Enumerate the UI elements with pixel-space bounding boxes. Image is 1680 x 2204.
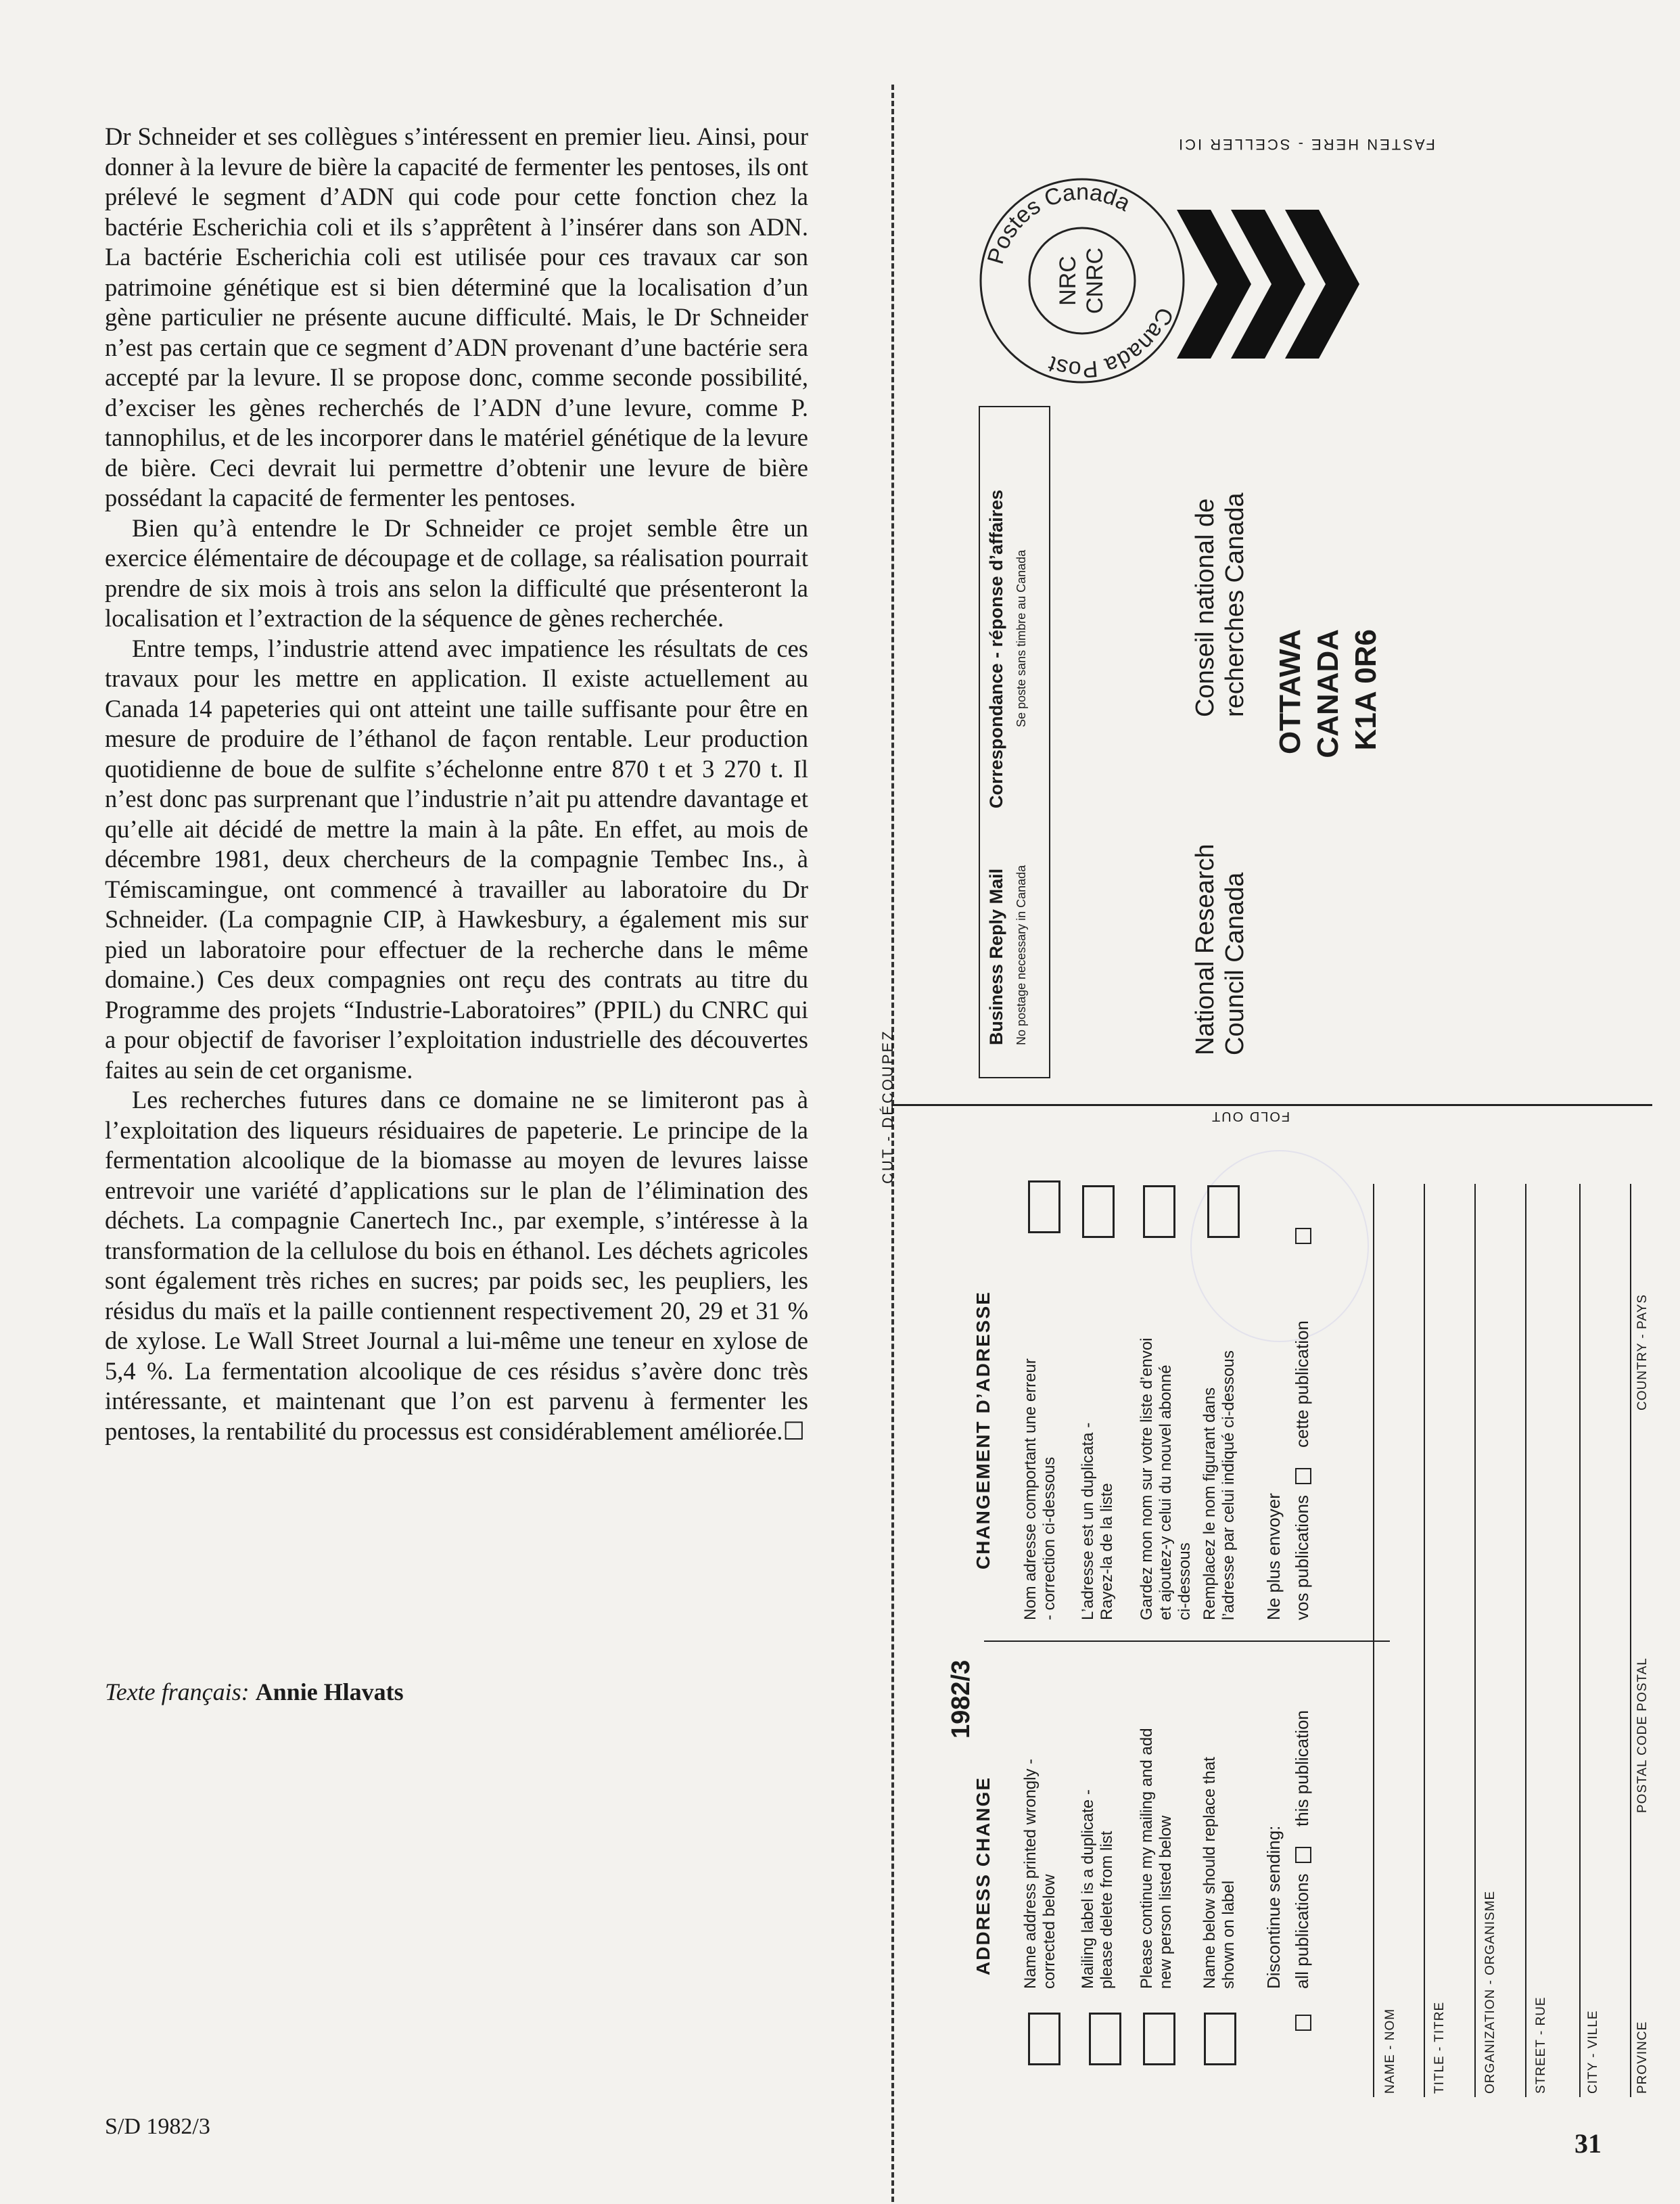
faint-watermark	[1190, 1150, 1369, 1342]
article-body	[105, 122, 808, 1446]
checkbox-printed-wrongly[interactable]	[1028, 2013, 1060, 2065]
brm-english-sub: No postage necessary in Canada	[1014, 865, 1028, 1045]
checkbox-remplacez[interactable]	[1207, 1185, 1240, 1238]
option-text: l’adresse par celui indiqué ci-dessous	[1219, 1350, 1238, 1620]
section-divider	[984, 1640, 1390, 1642]
checkbox-vos-publications[interactable]	[1295, 1468, 1311, 1484]
field-label-country: COUNTRY - PAYS	[1635, 1293, 1650, 1410]
option-text: Rayez-la de la liste	[1098, 1483, 1116, 1620]
field-label-name: NAME - NOM	[1383, 2008, 1397, 2094]
brm-english: Business Reply Mail	[986, 868, 1006, 1045]
cut-label: CUT - DÉCOUPEZ	[879, 1029, 896, 1184]
option-text: Nom adresse comportant une erreur	[1021, 1358, 1040, 1620]
option-replace	[1200, 1757, 1238, 1989]
field-label-postal-code: POSTAL CODE POSTAL	[1635, 1657, 1650, 1813]
paragraph: Dr Schneider et ses collègues s’intéressent en premier lieu. Ainsi, pour donner à la levure de bière la capacité de fermenter les pentoses, ils ont prélevé le segment d’ADN qui code pour cette fonction chez la bactérie Escherichia coli et ils s’apprêtent à l’insérer dans son ADN. La bactérie Escherichia coli est utilisée pour ces travaux car son patrimoine génétique est si bien déterminé que la localisation d’un gène particulier ne présente aucune difficulté. Mais, le Dr Schneider n’est pas certain que ce segment d’ADN provenant d’une bactérie sera accepté par la levure. Il se propose donc, comme seconde possibilité, d’exciser les gènes recherchés de l’ADN d’une levure, comme P. tannophilus, et de les incorporer dans le matériel génétique de la levure de bière. Ceci devrait lui permettre d’obtenir une levure de bière possédant la capacité de fermenter les pentoses.	[105, 122, 808, 511]
option-erreur	[1021, 1358, 1059, 1620]
field-line-organization[interactable]	[1474, 1184, 1476, 2097]
checkbox-gardez[interactable]	[1143, 1185, 1175, 1238]
option-text: please delete from list	[1098, 1831, 1116, 1989]
brm-french-sub: Se poste sans timbre au Canada	[1014, 549, 1028, 727]
credit-name: Annie Hlavats	[255, 1678, 404, 1705]
postmark-nrc: NRC	[1055, 256, 1081, 306]
cette-publication-label: cette publication	[1292, 1321, 1312, 1448]
org-english-line2: Council Canada	[1221, 872, 1249, 1055]
this-publication-label: this publication	[1292, 1710, 1312, 1827]
postmark-icon	[974, 173, 1190, 389]
option-text: ci-dessous	[1175, 1542, 1194, 1620]
org-french-line1: Conseil national de	[1191, 498, 1219, 717]
field-line-name[interactable]	[1373, 1184, 1374, 2097]
heading-address-change: ADDRESS CHANGE	[973, 1776, 994, 1975]
postmark-top-text: Postes Canada	[982, 179, 1135, 267]
field-label-city: CITY - VILLE	[1586, 2010, 1600, 2094]
org-english-line1: National Research	[1191, 844, 1219, 1055]
credit-prefix: Texte français:	[105, 1678, 250, 1705]
option-text: Mailing label is a duplicate -	[1079, 1789, 1097, 1989]
option-text: corrected below	[1040, 1874, 1058, 1989]
svg-text:Postes Canada	[983, 179, 1135, 267]
heading-changement-adresse: CHANGEMENT D’ADRESSE	[973, 1291, 994, 1569]
postmark-cnrc: CNRC	[1082, 247, 1108, 315]
option-duplicate	[1079, 1789, 1117, 1989]
page-number: 31	[1574, 2128, 1602, 2159]
field-label-title: TITLE - TITRE	[1432, 2001, 1447, 2094]
checkbox-erreur[interactable]	[1028, 1180, 1060, 1233]
org-french-line2: recherches Canada	[1221, 492, 1249, 717]
field-line-street[interactable]	[1525, 1184, 1526, 2097]
field-label-street: STREET - RUE	[1534, 1996, 1548, 2094]
chevron-arrows-icon	[1163, 196, 1366, 372]
option-duplicata	[1079, 1423, 1117, 1620]
option-text: - correction ci-dessous	[1040, 1456, 1058, 1620]
checkbox-cette-publication[interactable]	[1295, 1228, 1311, 1244]
address-country: CANADA	[1311, 629, 1345, 758]
translation-credit	[105, 1678, 404, 1706]
field-label-province: PROVINCE	[1635, 2021, 1650, 2094]
paragraph: Entre temps, l’industrie attend avec impatience les résultats de ces travaux pour les mettre en application. Il existe actuellement au Canada 14 papeteries qui ont atteint une taille suffisante pour être en mesure de produire de l’éthanol de façon rentable. Leur production quotidienne de boue de sulfite s’échelonne entre 870 t et 3 270 t. Il n’est donc pas surprenant que l’industrie n’ait pu attendre davantage et qu’elle ait décidé de mettre la main à la pâte. En effet, au mois de décembre 1981, deux chercheurs de la compagnie Tembec Ins., à Témiscamingue, ont commencé à travailler au laboratoire du Dr Schneider. (La compagnie CIP, à Hawkesbury, a également mis sur pied un laboratoire pour effectuer de la recherche dans le même domaine.) Ces deux compagnies ont reçu des contrats au titre du Programme des projets “Industrie-Laboratoires” (PPIL) du CNRC qui a pour objectif de favoriser l’exploitation industrielle des découvertes faites au sein de cet organisme.	[105, 634, 808, 1084]
option-text: Please continue my mailing and add	[1138, 1728, 1156, 1989]
svg-text:Canada Post	[1045, 304, 1179, 382]
paragraph: Les recherches futures dans ce domaine ne se limiteront pas à l’exploitation des liqueurs résiduaires de papeterie. Le principe de la fermentation alcoolique de la biomasse au moyen de levures laisse entrevoir une variété d’applications sur le plan de l’élimination des déchets. La compagnie Canertech Inc., par exemple, s’intéresse à la transformation de la cellulose du bois en éthanol. Les déchets agricoles sont également très riches en sucres; par poids sec, les peupliers, les résidus du maïs et la paille contiennent respectivement 20, 29 et 31 % de xylose. Le Wall Street Journal a lui-même une teneur en xylose de 5,4 %. La fermentation alcoolique de ces résidus s’avère donc très intéressante, et maintenant que l’on est parvenu à fermenter les pentoses, la rentabilité du processus est considérablement améliorée.☐	[105, 1086, 808, 1445]
field-label-organization: ORGANIZATION - ORGANISME	[1483, 1890, 1497, 2094]
option-continue	[1138, 1728, 1175, 1989]
issue-code: 1982/3	[947, 1659, 975, 1739]
option-text: Gardez mon nom sur votre liste d’envoi	[1138, 1337, 1156, 1620]
org-french	[1190, 492, 1250, 717]
fold-line	[891, 1104, 1652, 1106]
org-english	[1190, 844, 1250, 1055]
checkbox-all-publications[interactable]	[1295, 2015, 1311, 2031]
option-text: L’adresse est un duplicata -	[1079, 1422, 1097, 1620]
option-text: shown on label	[1219, 1880, 1238, 1989]
option-gardez	[1138, 1337, 1194, 1620]
all-publications-label: all publications	[1292, 1873, 1312, 1989]
issue-footer: S/D 1982/3	[105, 2114, 210, 2139]
option-printed-wrongly	[1021, 1759, 1059, 1989]
discontinue-label: Discontinue sending:	[1263, 1825, 1284, 1989]
address-postal: K1A 0R6	[1349, 629, 1382, 751]
vos-publications-label: vos publications	[1292, 1495, 1312, 1620]
fold-label: FOLD OUT	[1211, 1109, 1290, 1124]
field-line-province[interactable]	[1630, 1184, 1631, 2097]
checkbox-duplicata[interactable]	[1082, 1185, 1115, 1238]
ne-plus-envoyer-label: Ne plus envoyer	[1263, 1493, 1284, 1620]
checkbox-this-publication[interactable]	[1295, 1847, 1311, 1863]
option-text: Remplacez le nom figurant dans	[1200, 1387, 1219, 1620]
option-text: Name below should replace that	[1200, 1757, 1219, 1989]
address-city: OTTAWA	[1274, 629, 1307, 754]
mailing-address	[1271, 629, 1385, 879]
option-text: Name address printed wrongly -	[1021, 1758, 1040, 1989]
checkbox-replace[interactable]	[1204, 2013, 1236, 2065]
brm-french: Correspondance - réponse d’affaires	[986, 489, 1006, 808]
postmark-bottom-text: Canada Post	[1045, 304, 1179, 383]
fasten-label: FASTEN HERE - SCELLER ICI	[1177, 136, 1435, 153]
checkbox-continue[interactable]	[1143, 2013, 1175, 2065]
field-line-city[interactable]	[1579, 1184, 1581, 2097]
checkbox-duplicate[interactable]	[1089, 2013, 1121, 2065]
option-text: new person listed below	[1157, 1815, 1175, 1989]
option-remplacez	[1200, 1350, 1238, 1620]
paragraph: Bien qu’à entendre le Dr Schneider ce projet semble être un exercice élémentaire de découpage et de collage, sa réalisation pourrait prendre de six mois à trois ans selon la difficulté que présenteront la localisation et l’extraction de la séquence de gènes recherchée.	[105, 513, 808, 632]
field-line-title[interactable]	[1424, 1184, 1425, 2097]
option-text: et ajoutez-y celui du nouvel abonné	[1157, 1364, 1175, 1620]
